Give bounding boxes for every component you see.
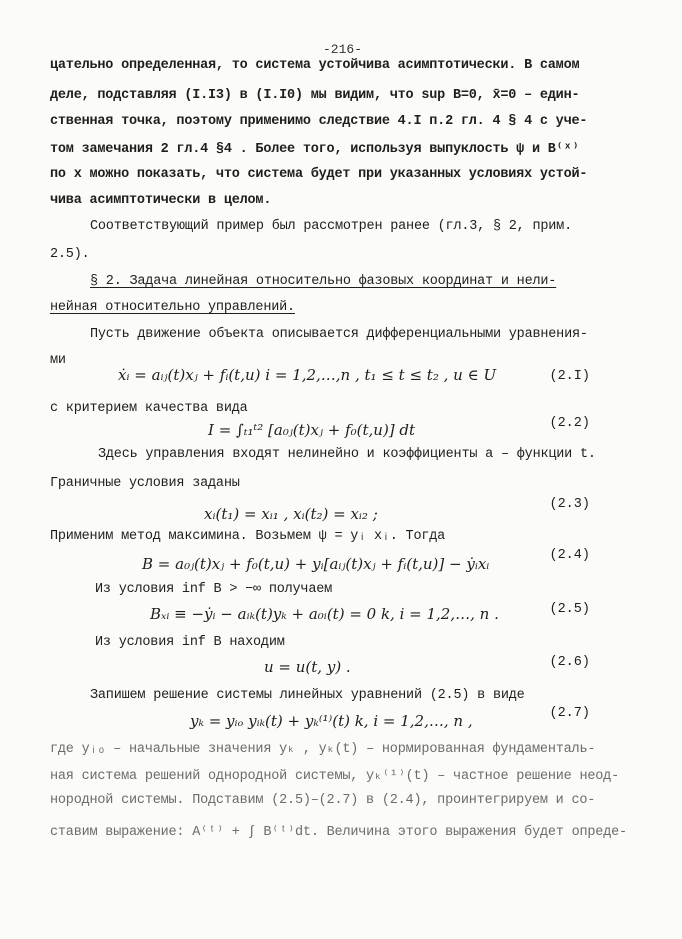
text-line-14: Здесь управления входят нелинейно и коэффициенты a – функции t.	[98, 447, 596, 462]
text-line-12: ми	[50, 353, 66, 368]
text-line-1: цательно определенная, то система устойчива асимптотически. В самом	[50, 58, 580, 73]
text-line-11: Пусть движение объекта описывается дифференциальными уравнения-	[90, 327, 588, 342]
text-line-2: деле, подставляя (I.I3) в (I.I0) мы видим, что sup B=0, x̄=0 – един-	[50, 88, 580, 103]
text-line-5: по x можно показать, что система будет при указанных условиях устой-	[50, 167, 588, 182]
text-line-6: чива асимптотически в целом.	[50, 193, 272, 208]
text-line-7: Соответствующий пример был рассмотрен ранее (гл.3, § 2, прим.	[90, 219, 572, 234]
text-line-19: Запишем решение системы линейных уравнений (2.5) в виде	[90, 688, 525, 703]
equation-number-2-5: (2.5)	[549, 602, 590, 617]
text-line-13: с критерием качества вида	[50, 401, 248, 416]
text-line-3: ственная точка, поэтому применимо следствие 4.I п.2 гл. 4 § 4 с уче-	[50, 114, 588, 129]
page-number: -216-	[323, 42, 363, 57]
equation-number-2-6: (2.6)	[549, 655, 590, 670]
equation-2-2: I = ∫ₜ₁ᵗ² [a₀ⱼ(t)xⱼ + f₀(t,u)] dt	[208, 421, 416, 439]
equation-2-4: B = a₀ⱼ(t)xⱼ + f₀(t,u) + yᵢ[aᵢⱼ(t)xⱼ + fᵢ(t,u)] − ẏᵢxᵢ	[142, 555, 490, 573]
text-line-15: Граничные условия заданы	[50, 476, 240, 491]
text-line-4: том замечания 2 гл.4 §4 . Более того, используя выпуклость ψ и B⁽ˣ⁾	[50, 142, 580, 157]
equation-number-2-3: (2.3)	[549, 497, 590, 512]
equation-number-2-7: (2.7)	[549, 706, 590, 721]
text-line-21: ная система решений однородной системы, yₖ⁽¹⁾(t) – частное решение неод-	[50, 769, 619, 784]
text-line-22: нородной системы. Подставим (2.5)–(2.7) в (2.4), проинтегрируем и со-	[50, 793, 596, 808]
text-line-8: 2.5).	[50, 247, 90, 262]
equation-2-7: yₖ = yᵢₒ yᵢₖ(t) + yₖ⁽¹⁾(t) k, i = 1,2,…, n ,	[190, 712, 473, 730]
equation-2-1: ẋᵢ = aᵢⱼ(t)xⱼ + fᵢ(t,u) i = 1,2,…,n , t₁ ≤ t ≤ t₂ , u ∈ U	[118, 366, 497, 384]
text-line-16: Применим метод максимина. Возьмем ψ = yᵢ xᵢ. Тогда	[50, 529, 446, 544]
text-line-18: Из условия inf B находим	[95, 635, 285, 650]
equation-number-2-2: (2.2)	[549, 416, 590, 431]
equation-number-2-4: (2.4)	[549, 548, 590, 563]
equation-number-2-1: (2.I)	[549, 369, 590, 384]
text-line-17: Из условия inf B > −∞ получаем	[95, 582, 333, 597]
equation-2-3: xᵢ(t₁) = xᵢ₁ , xᵢ(t₂) = xᵢ₂ ;	[204, 505, 378, 523]
section-heading-line-2: нейная относительно управлений.	[50, 300, 295, 315]
section-heading-line-1: § 2. Задача линейная относительно фазовых координат и нели-	[90, 274, 557, 289]
text-line-20: где yᵢₒ – начальные значения yₖ , yₖ(t) – нормированная фундаменталь-	[50, 742, 596, 757]
text-line-23: ставим выражение: A⁽ᵗ⁾ + ∫ B⁽ᵗ⁾dt. Величина этого выражения будет опреде-	[50, 825, 627, 840]
equation-2-6: u = u(t, y) .	[264, 658, 351, 676]
equation-2-5: Bₓᵢ ≡ −ẏᵢ − aᵢₖ(t)yₖ + a₀ᵢ(t) = 0 k, i = 1,2,…, n .	[150, 605, 499, 623]
